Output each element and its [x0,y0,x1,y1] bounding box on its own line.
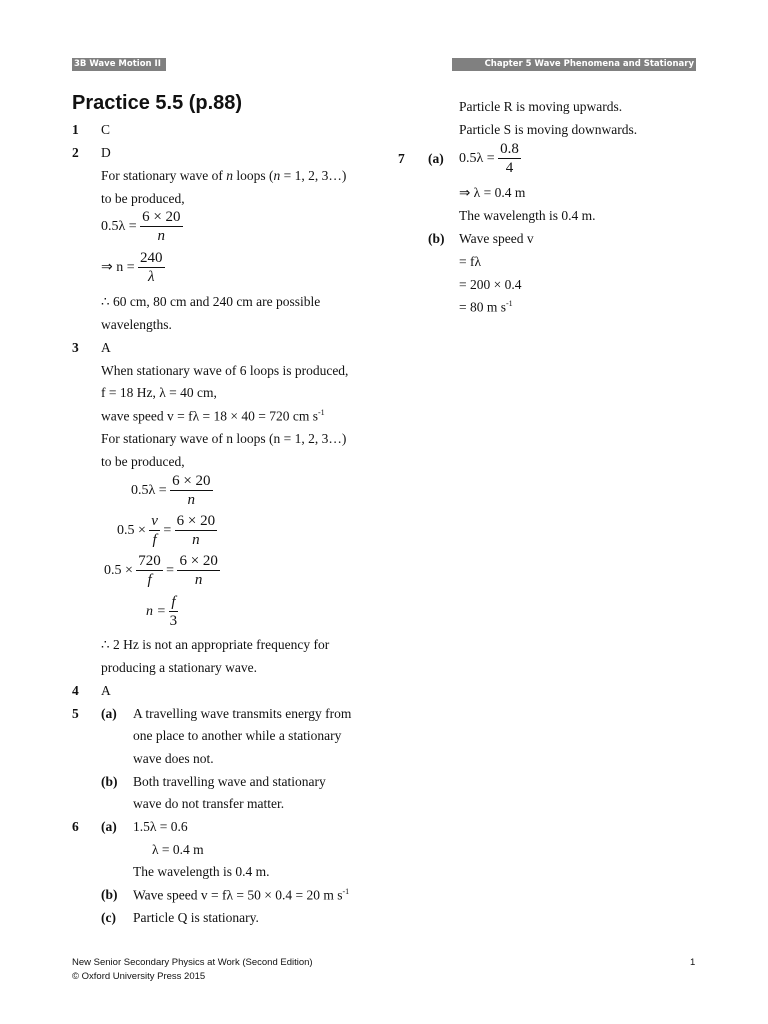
q7-a-line2: ⇒ λ = 0.4 m [459,185,526,200]
q2-conclusion-line2: wavelengths. [101,317,172,332]
q3-eq3-fraction-left [136,552,163,589]
q3-eq2-equals: = [163,522,172,538]
page-title: Practice 5.5 (p.88) [72,92,243,114]
question-number-5: 5 [72,706,79,721]
q3-equation-2 [117,512,217,549]
q5-part-b-label: (b) [101,774,118,789]
q5-a-line1: A travelling wave transmits energy from [133,706,352,721]
q3-eq4-lhs: n = [146,603,166,619]
q3-eq1-lhs: 0.5λ = [131,482,167,498]
q5-part-a-label: (a) [101,706,117,721]
q6-a-line1: 1.5λ = 0.6 [133,819,188,834]
q7-a-eq-fraction [498,140,521,177]
q6-b-line1-sup: -1 [342,887,350,896]
q3-eq2-num: 6 × 20 [176,513,216,529]
q3-line3-text: wave speed v = fλ = 18 × 40 = 720 cm s [101,408,318,424]
q7-b-line1: Wave speed v [459,231,534,246]
question-number-4: 4 [72,683,79,698]
q3-eq4-num: f [171,594,176,610]
question-number-2: 2 [72,145,79,160]
q5-b-line1: Both travelling wave and stationary [133,774,326,789]
q3-line3-sup: -1 [317,408,325,417]
q2-eq2-num: 240 [140,250,163,266]
question-number-3: 3 [72,340,79,355]
q7-a-line3: The wavelength is 0.4 m. [459,208,596,223]
q3-eq2-fraction-left [149,512,160,549]
q3-line5: to be produced, [101,454,185,469]
question-number-6: 6 [72,819,79,834]
q7-part-b-label: (b) [428,231,445,246]
q3-eq1-den: n [187,492,196,508]
q6-a-line2: λ = 0.4 m [152,842,204,857]
q3-line3 [101,408,325,425]
footer-copyright: © Oxford University Press 2015 [72,971,206,982]
q2-eq1-fraction [140,208,182,245]
q2-text-d: n [273,168,281,183]
q2-eq2-den: λ [148,269,155,285]
q7-b-line3: = 200 × 0.4 [459,277,522,292]
header-chapter-title: Chapter 5 Wave Phenomena and Stationary Waves [452,58,696,71]
q3-eq2-fraction-right [175,512,217,549]
q2-eq2-lhs: ⇒ n = [101,260,135,275]
q3-eq2-den: n [192,532,200,548]
q2-eq1-den: n [157,228,166,244]
answer-3: A [101,340,111,355]
q2-conclusion-line1: ∴ 60 cm, 80 cm and 240 cm are possible [101,294,321,309]
q3-eq4-fraction [169,593,177,630]
q2-eq1-num: 6 × 20 [142,209,181,225]
q7-a-eq-num: 0.8 [500,141,519,157]
q7-a-equation [459,140,521,177]
q3-eq2-fden: f [152,532,157,548]
q6-a-line3: The wavelength is 0.4 m. [133,864,270,879]
q7-a-eq-den: 4 [505,160,514,176]
q3-equation-3 [104,552,220,589]
q3-conclusion-line1: ∴ 2 Hz is not an appropriate frequency for [101,637,330,652]
q2-text-e: = 1, 2, 3…) [280,168,347,183]
footer-book-title: New Senior Secondary Physics at Work (Second Edition) [72,957,313,968]
q7-a-eq-lhs: 0.5λ = [459,150,495,166]
q7-b-line4-text: = 80 m s [459,299,506,315]
q7-b-line2: = fλ [459,254,482,269]
q3-eq3-equals: = [166,562,175,578]
q7-b-line4 [459,299,513,316]
q7-part-a-label: (a) [428,151,444,166]
question-number-7: 7 [398,151,405,166]
q2-text-a: For stationary wave of [101,168,227,183]
q5-a-line2: one place to another while a stationary [133,728,342,743]
q6-c-line1: Particle Q is stationary. [133,910,259,925]
q3-eq4-den: 3 [169,613,178,629]
q6-part-b-label: (b) [101,887,118,902]
q6-b-line1-text: Wave speed v = fλ = 50 × 0.4 = 20 m s [133,887,343,903]
q2-eq2-fraction [138,249,165,286]
q3-equation-4 [146,593,178,630]
q5-a-line3: wave does not. [133,751,214,766]
q3-eq3-den: n [194,572,203,588]
q3-eq3-fden: f [147,572,152,588]
q6-c-line2: Particle R is moving upwards. [459,99,623,114]
q3-eq1-fraction [170,472,212,509]
q3-eq3-fnum: 720 [138,553,161,569]
q3-eq2-fnum: v [151,513,158,529]
q6-c-line3: Particle S is moving downwards. [459,122,638,137]
answer-2: D [101,145,111,160]
q3-equation-1 [131,472,213,509]
q2-equation-2 [101,249,165,286]
q5-b-line2: wave do not transfer matter. [133,796,285,811]
q2-text-line1 [101,168,346,184]
q3-eq3-fraction-right [177,552,219,589]
q3-eq3-num: 6 × 20 [179,553,218,569]
q6-part-a-label: (a) [101,819,117,834]
q3-eq1-num: 6 × 20 [172,473,211,489]
q2-text-c: loops ( [232,168,274,183]
q3-line1: When stationary wave of 6 loops is produced, [101,363,349,378]
q2-equation-1 [101,208,183,245]
q6-part-c-label: (c) [101,910,116,925]
q2-eq1-lhs: 0.5λ = [101,218,137,234]
header-chapter-section: 3B Wave Motion II [72,58,166,71]
q2-text-b: n [226,168,233,183]
question-number-1: 1 [72,122,79,137]
q3-eq3-lhs: 0.5 × [104,562,133,578]
q7-b-line4-sup: -1 [506,299,513,308]
q2-text-line2: to be produced, [101,191,185,206]
answer-4: A [101,683,111,698]
q3-line4: For stationary wave of n loops (n = 1, 2, 3…) [101,431,347,446]
q6-b-line1 [133,887,349,904]
answer-1: C [101,122,111,137]
footer-page-number: 1 [690,957,696,968]
q3-conclusion-line2: producing a stationary wave. [101,660,257,675]
q3-eq2-lhs: 0.5 × [117,522,146,538]
q3-line2: f = 18 Hz, λ = 40 cm, [101,385,217,400]
